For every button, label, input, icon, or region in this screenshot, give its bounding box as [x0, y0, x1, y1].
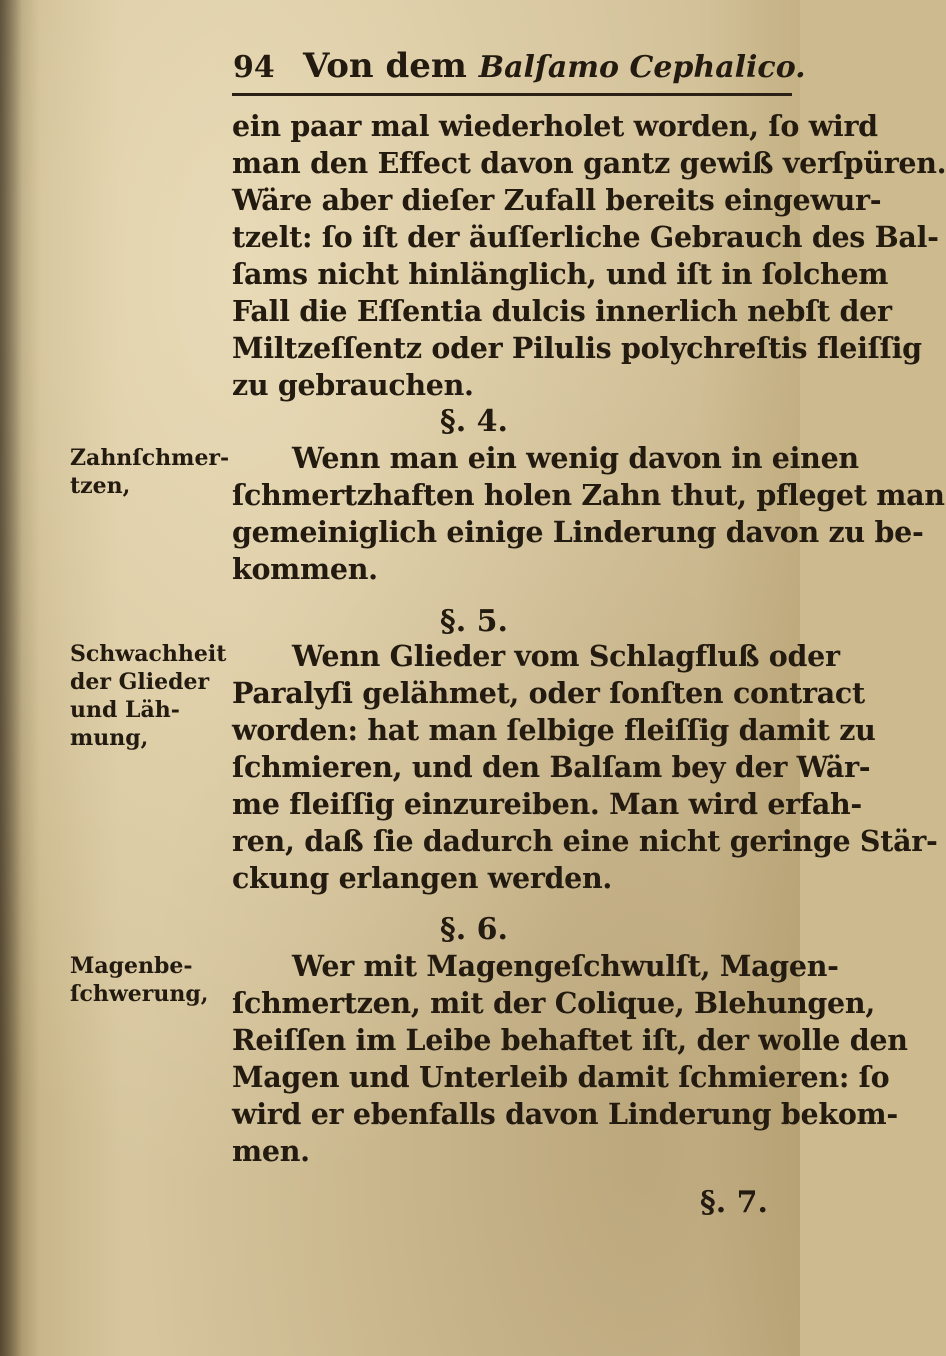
text-line: Wäre aber dieſer Zufall bereits eingewur-: [232, 183, 882, 217]
margin-note-line: Magenbe-: [70, 953, 193, 979]
text-line: Reiſſen im Leibe behaftet iſt, der wolle den: [232, 1023, 908, 1057]
catchword: §. 7.: [700, 1185, 768, 1220]
text-line: Paralyſi gelähmet, oder ſonſten contract: [232, 676, 865, 710]
running-title: [303, 44, 806, 90]
margin-note-stomach: [70, 952, 230, 1008]
header-rule: [232, 93, 792, 96]
binding-gutter: [0, 0, 22, 1356]
text-line: tzelt: ſo iſt der äuſſerliche Gebrauch des Bal-: [232, 220, 939, 254]
text-line: ſchmieren, und den Balſam bey der Wär-: [232, 750, 871, 784]
text-line: wird er ebenfalls davon Linderung bekom-: [232, 1097, 898, 1131]
margin-note-line: und Läh-: [70, 697, 180, 723]
margin-note-line: Schwachheit: [70, 641, 227, 667]
section-6-text: [232, 948, 908, 1170]
margin-note-line: tzen,: [70, 473, 131, 499]
margin-note-line: der Glieder: [70, 669, 210, 695]
running-title-latin: Balſamo Cephalico.: [478, 50, 806, 85]
text-line: man den Effect davon gantz gewiß verſpüren.: [232, 146, 946, 180]
text-line: gemeiniglich einige Linderung davon zu be-: [232, 515, 924, 549]
text-line: Fall die Eſſentia dulcis innerlich nebſt der: [232, 294, 892, 328]
text-line: Miltzeſſentz oder Pilulis polychreſtis fleiſſig: [232, 331, 922, 365]
section-5-text: [232, 638, 938, 897]
paragraph-continuation: [232, 108, 946, 404]
text-line: worden: hat man ſelbige fleiſſig damit zu: [232, 713, 876, 747]
section-mark-4: §. 4.: [440, 404, 508, 439]
text-line: me fleiſſig einzureiben. Man wird erfah-: [232, 787, 862, 821]
text-line: Wenn Glieder vom Schlagfluß oder: [292, 639, 840, 673]
text-line: ſams nicht hinlänglich, und iſt in ſolchem: [232, 257, 889, 291]
section-mark-6: §. 6.: [440, 912, 508, 947]
text-line: ckung erlangen werden.: [232, 861, 613, 895]
margin-note-toothache: [70, 444, 230, 500]
text-line: Magen und Unterleib damit ſchmieren: ſo: [232, 1060, 890, 1094]
page-header: [233, 38, 806, 98]
text-line: Wenn man ein wenig davon in einen: [292, 441, 859, 475]
text-line: ren, daß ſie dadurch eine nicht geringe Stär-: [232, 824, 938, 858]
text-line: ſchmertzen, mit der Colique, Blehungen,: [232, 986, 875, 1020]
text-line: ein paar mal wiederholet worden, ſo wird: [232, 109, 878, 143]
text-line: ſchmertzhaften holen Zahn thut, pfleget man: [232, 478, 945, 512]
text-line: kommen.: [232, 552, 378, 586]
margin-note-weakness: [70, 640, 230, 752]
margin-note-line: ſchwerung,: [70, 981, 209, 1007]
page-number: 94: [233, 50, 275, 85]
section-mark-5: §. 5.: [440, 604, 508, 639]
text-line: men.: [232, 1134, 310, 1168]
margin-note-line: mung,: [70, 725, 149, 751]
margin-note-line: Zahnſchmer-: [70, 445, 230, 471]
section-4-text: [232, 440, 945, 588]
text-line: Wer mit Magengeſchwulſt, Magen-: [292, 949, 839, 983]
text-line: zu gebrauchen.: [232, 368, 474, 402]
running-title-german: Von dem: [303, 46, 467, 86]
